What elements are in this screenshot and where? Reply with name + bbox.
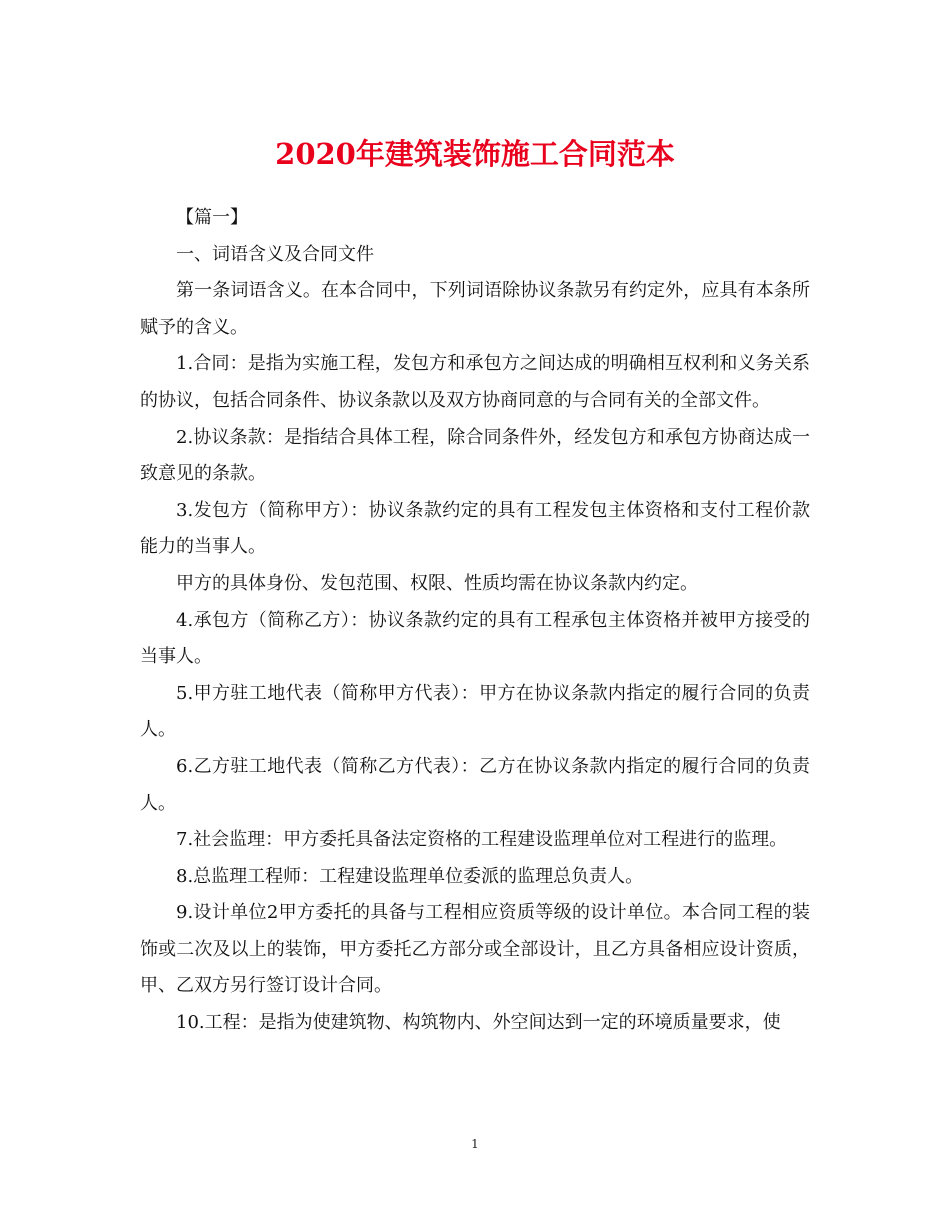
section-heading: 【篇一】 [176,207,248,228]
paragraph: 8.总监理工程师：工程建设监理单位委派的监理总负责人。 [176,865,644,887]
page-number: 1 [471,1137,479,1151]
paragraph: 3.发包方（简称甲方）：协议条款约定的具有工程发包主体资格和支付工程价款能力的当事人。 [140,499,810,558]
paragraph: 6.乙方驻工地代表（简称乙方代表）：乙方在协议条款内指定的履行合同的负责人。 [140,755,810,814]
paragraph: 4.承包方（简称乙方）：协议条款约定的具有工程承包主体资格并被甲方接受的当事人。 [140,609,810,668]
document-title: 2020年建筑装饰施工合同范本 [275,137,675,171]
paragraph: 5.甲方驻工地代表（简称甲方代表）：甲方在协议条款内指定的履行合同的负责人。 [140,682,810,741]
paragraph: 10.工程：是指为使建筑物、构筑物内、外空间达到一定的环境质量要求，使 [176,1012,781,1034]
paragraph: 第一条词语含义。在本合同中，下列词语除协议条款另有约定外，应具有本条所赋予的含义。 [140,280,810,338]
paragraph: 1.合同：是指为实施工程，发包方和承包方之间达成的明确相互权利和义务关系的协议，包括合同条件、协议条款以及双方协商同意的与合同有关的全部文件。 [140,353,810,411]
paragraph: 2.协议条款：是指结合具体工程，除合同条件外，经发包方和承包方协商达成一致意见的条款。 [140,426,810,485]
paragraph: 9.设计单位2甲方委托的具备与工程相应资质等级的设计单位。本合同工程的装饰或二次及以上的装饰，甲方委托乙方部分或全部设计，且乙方具备相应设计资质，甲、乙双方另行签订设计合同。 [140,902,810,997]
paragraph: 甲方的具体身份、发包范围、权限、性质均需在协议条款内约定。 [176,572,698,594]
paragraph: 7.社会监理：甲方委托具备法定资格的工程建设监理单位对工程进行的监理。 [176,829,788,851]
chapter-heading: 一、词语含义及合同文件 [176,243,374,265]
document-body [140,200,810,1042]
